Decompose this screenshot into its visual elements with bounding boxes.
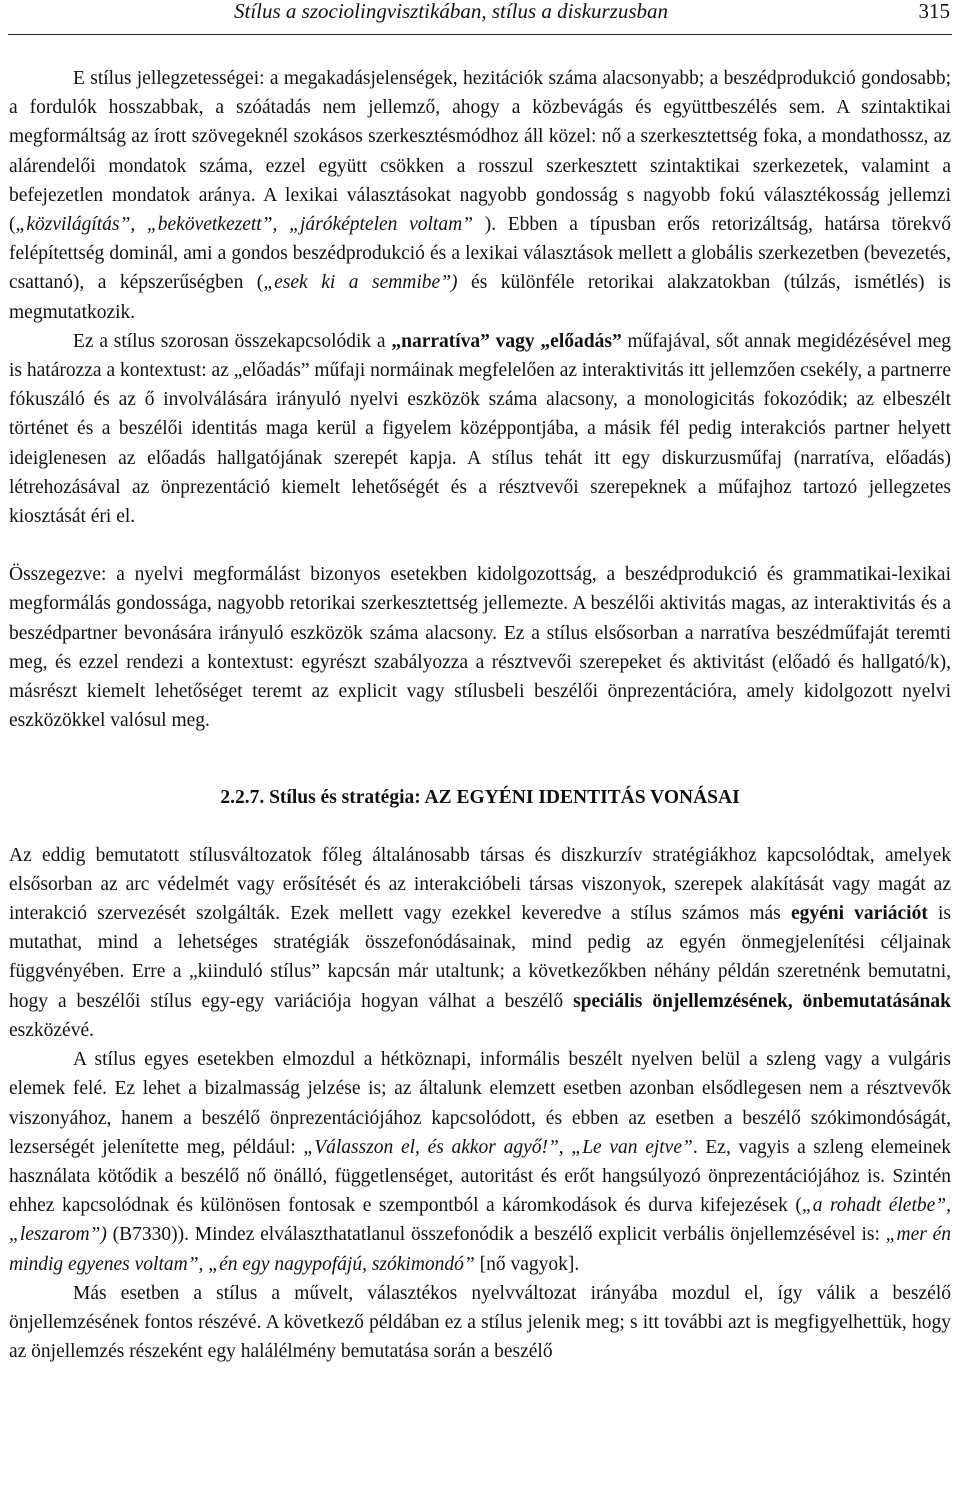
running-header xyxy=(8,0,952,35)
section-number-title: 2.2.7. Stílus és stratégia: xyxy=(220,787,421,809)
paragraph-text: [nő vagyok]. xyxy=(474,1253,580,1275)
bold-term: egyéni variációt xyxy=(790,903,928,925)
paragraph-style-features xyxy=(9,64,951,327)
paragraph-text: E stílus jellegzetességei: a megakadásjelenségek, hezitációk száma alacsonyabb; a beszédprodukció gondosabb; a fordulók hosszabbak, a szóátadás nem jellemző, ahogy a közbevágás és együttbeszélés sem. A szintaktikai megformáltság az írott szövegeknél szokásos szerkesztésmódhoz áll közel: nő a szerkesztettség foka, a mondathossz, az alárendelői mondatok száma, ezzel együtt csökken a rosszul szerkesztett szintaktikai szerkezetek, valamint a befejezetlen mondatok aránya. A lexikai választásokat nagyobb gondosság s nagyobb fokú választékosság jellemzi ( xyxy=(9,68,951,236)
quoted-example: „esek ki a semmibe”) xyxy=(263,272,458,294)
paragraph-text: Ez a stílus szorosan összekapcsolódik a xyxy=(73,330,392,352)
paragraph-text: is mutathat, mind a lehetséges stratégiák összefonódásainak, mind pedig az egyén önmegjelenítési céljainak függvényében. Erre a „kiinduló stílus” kapcsán már utaltunk; a következőkben néhány példán szeretnénk bemutatni, hogy a beszélői stílus egy-egy variációja hogyan válhat a beszélő xyxy=(9,903,951,1012)
quoted-examples: „a rohadt életbe”, „leszarom”) xyxy=(9,1195,951,1246)
page-number: 315 xyxy=(918,0,950,23)
paragraph-text: A stílus egyes esetekben elmozdul a hétköznapi, informális beszélt nyelven belül a szleng vagy a vulgáris elemek felé. Ez lehet a bizalmasság jelzése is; az általunk elemzett esetben azonban elsődlegesen nem a résztvevők viszonyához, hanem a beszélő önprezentációjához kapcsolódott, és ebben az esetben a beszélő szókimondóságát, lezserségét jelenítette meg, például: xyxy=(9,1049,951,1158)
quoted-examples: „mer én mindig egyenes voltam”, „én egy nagypofájú, szókimondó” xyxy=(9,1224,952,1275)
paragraph-slang xyxy=(9,1045,951,1279)
bold-term: „narratíva” vagy „előadás” xyxy=(391,330,622,352)
paragraph-cultured-style xyxy=(9,1279,951,1367)
paragraph-text: és különféle retorikai alakzatokban (túlzás, ismétlés) is megmutatkozik. xyxy=(9,272,951,323)
quoted-examples: „Válasszon el, és akkor agyő!”, „Le van ejtve” xyxy=(303,1136,693,1158)
paragraph-text: (B7330)). Mindez elválaszthatatlanul összefonódik a beszélő explicit verbális önjellemzésével is: xyxy=(106,1224,886,1246)
section-heading xyxy=(9,783,951,812)
paragraph-summary xyxy=(9,560,951,735)
section-subtitle: AZ EGYÉNI IDENTITÁS VONÁSAI xyxy=(424,787,740,809)
paragraph-text: . Ez, vagyis a szleng elemeinek használata kötődik a beszélő nő önálló, függetlenséget, autoritást és erőt hangsúlyozó önprezentációjához is. Szintén ehhez kapcsolódnak és különösen fontosak e szempontból a káromkodások és durva kifejezések ( xyxy=(9,1136,952,1217)
quoted-examples: „közvilágítás”, „bekövetkezett”, „járóképtelen voltam” xyxy=(15,214,474,236)
paragraph-individual-variation xyxy=(9,841,951,1045)
paragraph-text: műfajával, sőt annak megidézésével meg is határozza a kontextust: az „előadás” műfaji normáinak megfelelően az interaktivitás itt jellemzően csekély, a partnerre fókuszáló és az ő involválására irányuló nyelvi eszközök száma alacsony, a monologicitás fokozódik; az elbeszélt történet és a beszélői identitás maga kerül a figyelem középpontjába, a másik fél pedig interakciós partner helyett ideiglenesen az előadás hallgatójának szerepét kapja. A stílus tehát itt egy diskurzusműfaj (narratíva, előadás) létrehozásával az önprezentáció kiemelt lehetőségét és a résztvevői szerepeknek a műfajhoz tartozó jellegzetes kiosztását éri el. xyxy=(9,330,952,528)
bold-term: speciális önjellemzésének, önbemutatásának xyxy=(573,990,951,1012)
paragraph-text: Az eddig bemutatott stílusváltozatok főleg általánosabb társas és diszkurzív stratégiákhoz kapcsolódtak, amelyek elsősorban az arc védelmét vagy erősítését és az interakcióbeli társas viszonyok, szerepek alakítását vagy magát az interakció szervezését szolgálták. Ezek mellett vagy ezekkel keveredve a stílus számos más xyxy=(9,844,951,925)
running-header-title: Stílus a szociolingvisztikában, stílus a diskurzusban xyxy=(234,0,669,23)
paragraph-text: ). Ebben a típusban erős retorizáltság, határsa törekvő felépítettség dominál, ami a gondos beszédprodukció és a lexikai választások mellett a globális szerkezetben (bevezetés, csattanó), a képszerűségben ( xyxy=(9,214,951,294)
paragraph-narrative xyxy=(9,327,951,531)
paragraph-text: eszközévé. xyxy=(9,1019,94,1041)
body-text xyxy=(9,64,951,1366)
paragraph-text: Más esetben a stílus a művelt, választékos nyelvváltozat irányába mozdul el, így válik a beszélő önjellemzésének fontos részévé. A következő példában ez a stílus jelenik meg; s itt további azt is megfigyelhettük, hogy az önjellemzés részeként egy halálélmény bemutatása során a beszélő xyxy=(9,1282,951,1363)
paragraph-text: Összegezve: a nyelvi megformálást bizonyos esetekben kidolgozottság, a beszédprodukció és grammatikai-lexikai megformálás gondossága, nagyobb retorikai szerkesztettség jellemezte. A beszélői aktivitás magas, az interaktivitás és a beszédpartner bevonására irányuló eszközök száma alacsony. Ez a stílus elsősorban a narratíva beszédműfaját teremti meg, és ezzel rendezi a kontextust: egyrészt szabályozza a résztvevői szerepeket és aktivitást (előadó és hallgató/k), másrészt kiemelt lehetőséget teremt az explicit vagy stílusbeli beszélői önprezentációra, amely kidolgozott nyelvi eszközökkel valósul meg. xyxy=(9,564,951,732)
